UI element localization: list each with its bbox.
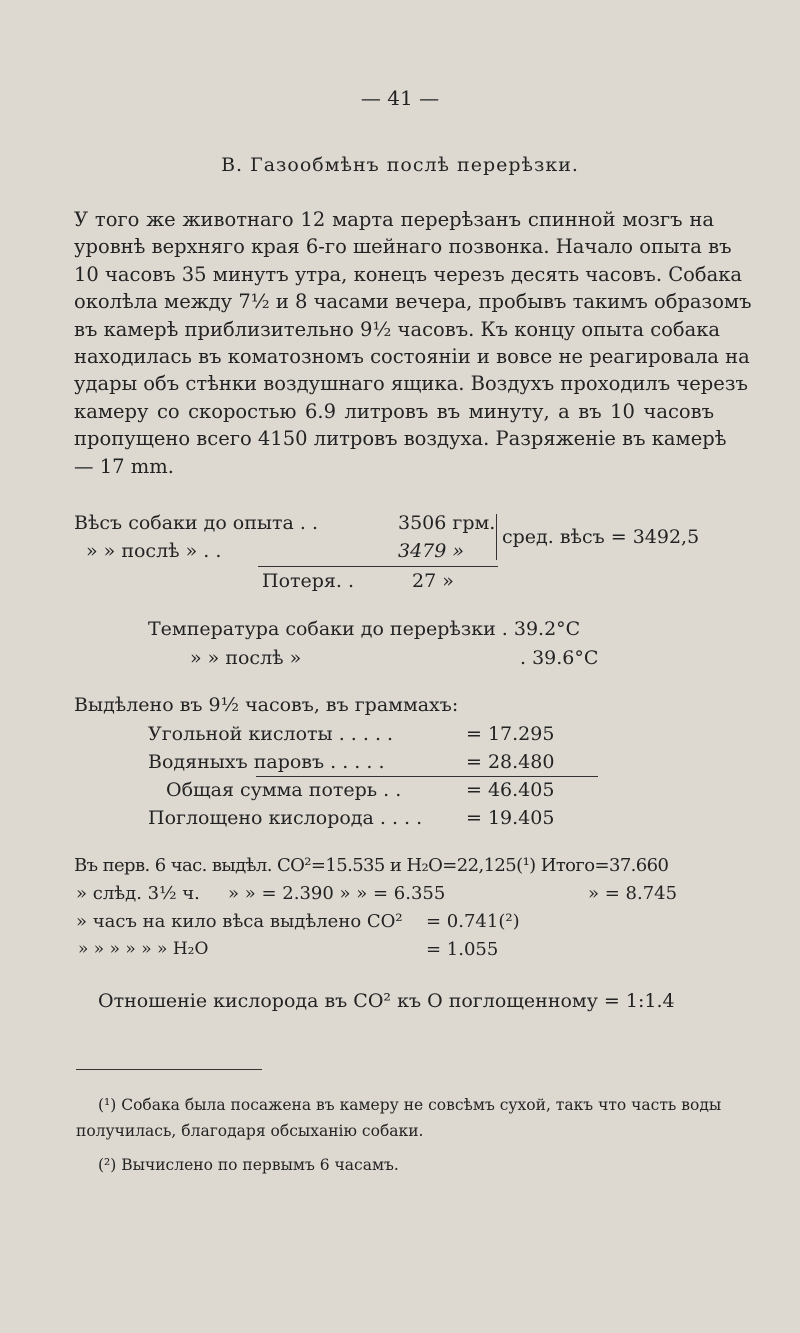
temperature-after-value: . 39.6°C	[520, 647, 599, 669]
paragraph-line: У того же животнаго 12 марта перерѣзанъ спинной мозгъ на	[74, 208, 714, 231]
paragraph-line: находилась въ коматозномъ состояніи и вовсе не реагировала на	[74, 345, 750, 369]
weight-brace	[496, 514, 497, 560]
paragraph-line: 10 часовъ 35 минутъ утра, конецъ черезъ десять часовъ. Собака	[74, 262, 743, 286]
calc-row: » часъ на кило вѣса выдѣлено CO²	[76, 911, 403, 932]
calc-row: » » = 2.390 » » = 6.355	[228, 883, 446, 904]
paragraph-line: камеру со скоростью 6.9 литровъ въ минуту, а въ 10 часовъ	[74, 399, 714, 423]
excreted-row-label: Поглощено кислорода . . . .	[148, 807, 423, 829]
excreted-row-label: Водяныхъ паровъ . . . . .	[148, 751, 385, 773]
footnote-2: (²) Вычислено по первымъ 6 часамъ.	[98, 1156, 399, 1174]
weight-after-label: » » послѣ » . .	[86, 540, 222, 562]
calc-row: » = 8.745	[588, 883, 678, 904]
calc-row: = 0.741(²)	[426, 911, 520, 932]
excreted-heading: Выдѣлено въ 9½ часовъ, въ граммахъ:	[74, 694, 459, 716]
paragraph-line: пропущено всего 4150 литровъ воздуха. Разряженіе въ камерѣ	[74, 427, 727, 451]
footnote-1-line-2: получилась, благодаря обсыханію собаки.	[76, 1122, 424, 1140]
weight-rule	[258, 566, 498, 567]
excreted-row-value: = 28.480	[466, 751, 555, 773]
weight-loss-label: Потеря. .	[262, 570, 355, 592]
ratio-line: Отношеніе кислорода въ CO² къ O поглощенному = 1:1.4	[98, 990, 675, 1012]
temperature-after-label: » » послѣ »	[190, 647, 302, 669]
calc-row: = 1.055	[426, 939, 499, 960]
footnote-rule	[76, 1069, 262, 1070]
excreted-row-value: = 19.405	[466, 807, 555, 829]
paragraph-line: — 17 mm.	[74, 454, 174, 478]
excreted-row-value: = 46.405	[466, 779, 555, 801]
paragraph-line: удары объ стѣнки воздушнаго ящика. Воздухъ проходилъ черезъ	[74, 372, 748, 396]
footnote-1-line-1: (¹) Собака была посажена въ камеру не совсѣмъ сухой, такъ что часть воды	[98, 1096, 722, 1114]
weight-loss-value: 27 »	[412, 570, 454, 592]
weight-before-label: Вѣсъ собаки до опыта . .	[74, 512, 319, 534]
weight-before-value: 3506 грм.	[398, 512, 496, 534]
excreted-rule	[256, 776, 598, 777]
paragraph-line: околѣла между 7½ и 8 часами вечера, пробывъ такимъ образомъ	[74, 290, 752, 314]
temperature-before: Температура собаки до перерѣзки . 39.2°C	[148, 618, 581, 640]
weight-after-value: 3479 »	[398, 540, 465, 562]
page-number: — 41 —	[360, 86, 440, 110]
calc-row: Въ перв. 6 час. выдѣл. CO²=15.535 и H₂O=22,125(¹) Итого=37.660	[74, 855, 669, 876]
weight-average: сред. вѣсъ = 3492,5	[502, 526, 700, 548]
paragraph-line: въ камерѣ приблизительно 9½ часовъ. Къ концу опыта собака	[74, 317, 721, 341]
calc-row: » слѣд. 3½ ч.	[76, 883, 200, 904]
excreted-row-value: = 17.295	[466, 723, 555, 745]
main-paragraph	[74, 206, 752, 480]
paragraph-line: уровнѣ верхняго края 6-го шейнаго позвонка. Начало опыта въ	[74, 235, 732, 259]
excreted-row-label: Общая сумма потерь . .	[166, 779, 402, 801]
excreted-row-label: Угольной кислоты . . . . .	[148, 723, 394, 745]
section-title: В. Газообмѣнъ послѣ перерѣзки.	[221, 154, 579, 176]
calc-row: » » » » » » H₂O	[78, 939, 209, 959]
